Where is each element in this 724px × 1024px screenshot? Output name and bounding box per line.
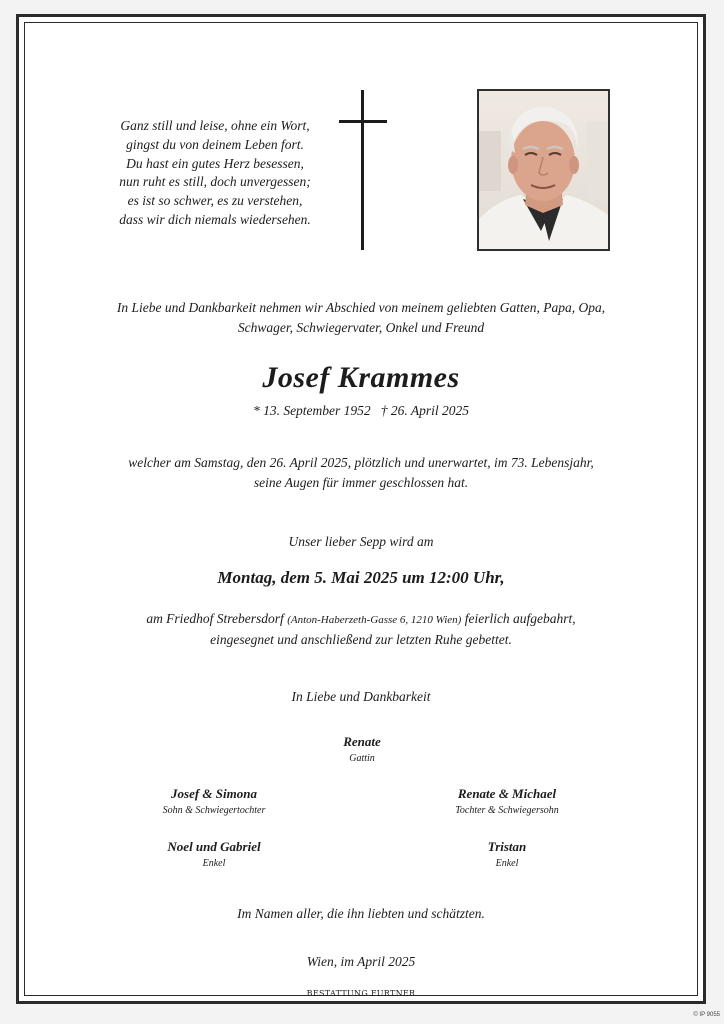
closing-text: Im Namen aller, die ihn liebten und schätzten. — [237, 906, 485, 921]
mourner-relation: Gattin — [349, 753, 375, 764]
mourner-grandchild — [397, 839, 617, 869]
venue-line — [19, 609, 703, 630]
funeral-venue — [19, 609, 703, 650]
mourner-relation: Enkel — [202, 858, 226, 869]
cross-icon — [339, 90, 387, 250]
mourner-relation: Tochter & Schwiegersohn — [455, 805, 559, 816]
poem-line: es ist so schwer, es zu verstehen, — [127, 193, 303, 209]
mourner-son — [104, 786, 324, 816]
deceased-name: Josef Krammes — [262, 361, 460, 394]
mourner-name: Noel und Gabriel — [167, 839, 261, 854]
mourner-relation: Sohn & Schwiegertochter — [162, 805, 266, 816]
venue-line-2: eingesegnet und anschließend zur letzten Ruhe gebettet. — [210, 632, 512, 647]
venue-address: (Anton-Haberzeth-Gasse 6, 1210 Wien) — [287, 614, 462, 626]
mourner-name: Tristan — [487, 839, 527, 854]
poem-line: Ganz still und leise, ohne ein Wort, — [120, 118, 310, 133]
life-dates: * 13. September 1952 † 26. April 2025 — [252, 403, 470, 418]
venue-prefix: am Friedhof Strebersdorf — [146, 611, 288, 626]
poem-line: dass wir dich niemals wiedersehen. — [119, 211, 311, 227]
place-date: Wien, im April 2025 — [306, 954, 416, 969]
poem — [85, 117, 345, 230]
mourner-relation: Enkel — [495, 858, 519, 869]
print-code: © IP 9055 — [693, 1012, 720, 1018]
poem-line: nun ruht es still, doch unvergessen; — [119, 174, 311, 190]
funeral-announcement: Unser lieber Sepp wird am — [288, 534, 434, 549]
venue-suffix: feierlich aufgebahrt, — [461, 611, 576, 626]
mourner-name: Josef & Simona — [171, 786, 257, 801]
funeral-date: Montag, dem 5. Mai 2025 um 12:00 Uhr, — [217, 568, 505, 587]
intro-text — [19, 298, 703, 338]
mourner-name: Renate & Michael — [457, 786, 557, 801]
portrait-photo — [477, 89, 610, 251]
love-text: In Liebe und Dankbarkeit — [291, 689, 431, 704]
poem-line: gingst du von deinem Leben fort. — [126, 136, 304, 152]
intro-line: In Liebe und Dankbarkeit nehmen wir Abschied von meinem geliebten Gatten, Papa, Opa, — [116, 300, 606, 315]
undertaker-name: BESTATTUNG FURTNER — [306, 989, 416, 998]
passing-text — [19, 453, 703, 493]
mourner-grandchildren — [104, 839, 324, 869]
mourner-name: Renate — [343, 734, 381, 749]
poem-line: Du hast ein gutes Herz besessen, — [126, 155, 304, 171]
portrait-image — [479, 91, 608, 249]
mourner-spouse — [252, 734, 472, 764]
mourner-daughter — [397, 786, 617, 816]
intro-line: Schwager, Schwiegervater, Onkel und Freund — [237, 320, 485, 335]
passing-line: welcher am Samstag, den 26. April 2025, plötzlich und unerwartet, im 73. Lebensjahr, — [128, 455, 594, 470]
obituary-card — [16, 14, 706, 1004]
passing-line: seine Augen für immer geschlossen hat. — [253, 475, 469, 490]
